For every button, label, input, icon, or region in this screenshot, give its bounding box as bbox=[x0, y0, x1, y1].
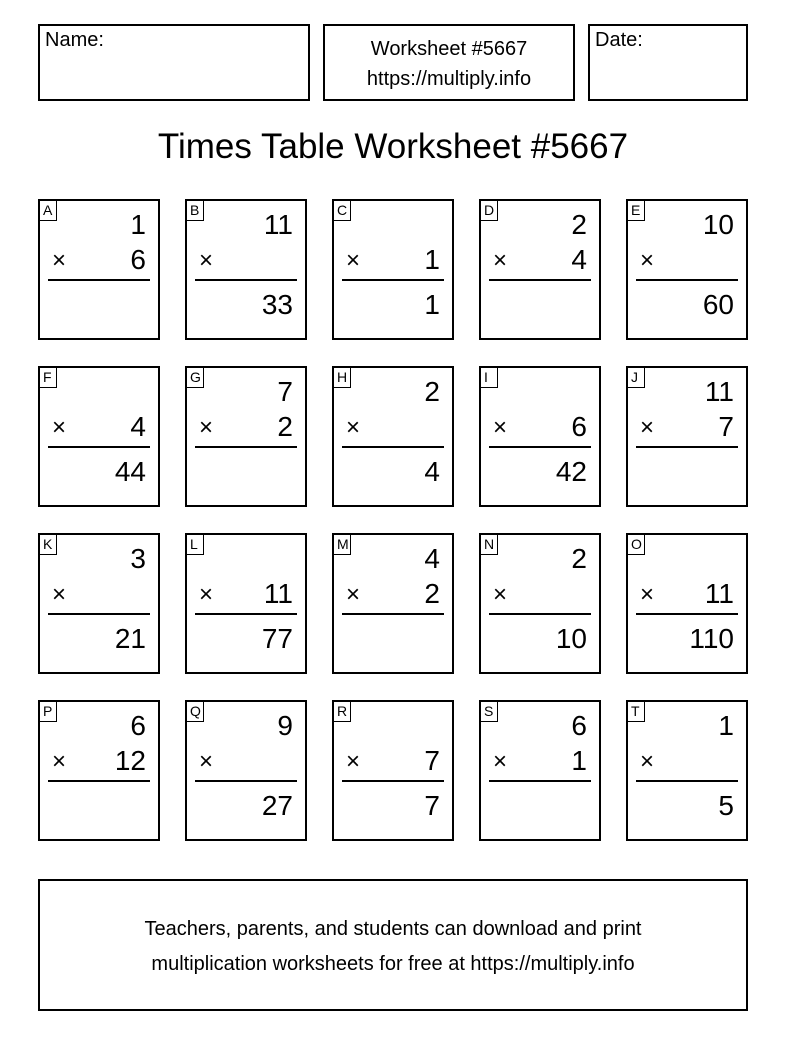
problem-label: R bbox=[333, 701, 351, 722]
problem-label: N bbox=[480, 534, 498, 555]
problem-n bbox=[479, 533, 601, 674]
problem-t bbox=[626, 700, 748, 841]
top-number: 11 bbox=[263, 209, 293, 240]
footer-box bbox=[38, 879, 748, 1011]
problem-label: L bbox=[186, 534, 204, 555]
problem-label: K bbox=[39, 534, 57, 555]
problem-label: A bbox=[39, 200, 57, 221]
site-url: https://multiply.info bbox=[366, 68, 532, 90]
answer-rule bbox=[489, 446, 591, 448]
top-number: 9 bbox=[277, 710, 293, 741]
problem-label: M bbox=[333, 534, 351, 555]
multiply-sign: × bbox=[346, 581, 361, 608]
top-number: 6 bbox=[571, 710, 587, 741]
answer-number: 1 bbox=[424, 289, 440, 320]
answer-rule bbox=[489, 780, 591, 782]
footer-line-2: multiplication worksheets for free at https://multiply.info bbox=[151, 953, 635, 975]
answer-number: 60 bbox=[702, 289, 734, 320]
problem-p bbox=[38, 700, 160, 841]
answer-number: 110 bbox=[689, 623, 734, 654]
answer-rule bbox=[489, 279, 591, 281]
bottom-number: 1 bbox=[424, 244, 440, 275]
problem-label: E bbox=[627, 200, 645, 221]
multiply-sign: × bbox=[52, 581, 67, 608]
problem-q bbox=[185, 700, 307, 841]
problem-h bbox=[332, 366, 454, 507]
problem-i bbox=[479, 366, 601, 507]
problem-e bbox=[626, 199, 748, 340]
top-number: 2 bbox=[571, 543, 587, 574]
bottom-number: 2 bbox=[424, 578, 440, 609]
multiply-sign: × bbox=[199, 748, 214, 775]
answer-number: 5 bbox=[718, 790, 734, 821]
worksheet-number: Worksheet #5667 bbox=[370, 38, 528, 60]
bottom-number: 11 bbox=[704, 578, 734, 609]
multiply-sign: × bbox=[493, 414, 508, 441]
problem-f bbox=[38, 366, 160, 507]
problem-b bbox=[185, 199, 307, 340]
answer-rule bbox=[195, 279, 297, 281]
multiply-sign: × bbox=[640, 414, 655, 441]
answer-rule bbox=[489, 613, 591, 615]
problem-label: O bbox=[627, 534, 645, 555]
answer-rule bbox=[342, 613, 444, 615]
date-label: Date: bbox=[595, 29, 643, 51]
multiply-sign: × bbox=[346, 414, 361, 441]
answer-rule bbox=[636, 446, 738, 448]
problem-label: H bbox=[333, 367, 351, 388]
answer-rule bbox=[636, 613, 738, 615]
multiply-sign: × bbox=[199, 581, 214, 608]
bottom-number: 7 bbox=[424, 745, 440, 776]
answer-number: 33 bbox=[261, 289, 293, 320]
answer-rule bbox=[195, 780, 297, 782]
answer-rule bbox=[48, 279, 150, 281]
answer-number: 44 bbox=[114, 456, 146, 487]
problem-r bbox=[332, 700, 454, 841]
bottom-number: 7 bbox=[718, 411, 734, 442]
top-number: 4 bbox=[424, 543, 440, 574]
answer-rule bbox=[48, 446, 150, 448]
multiply-sign: × bbox=[640, 748, 655, 775]
answer-number: 10 bbox=[555, 623, 587, 654]
answer-rule bbox=[636, 780, 738, 782]
bottom-number: 2 bbox=[277, 411, 293, 442]
problem-m bbox=[332, 533, 454, 674]
problem-label: F bbox=[39, 367, 57, 388]
problem-k bbox=[38, 533, 160, 674]
multiply-sign: × bbox=[52, 748, 67, 775]
answer-rule bbox=[636, 279, 738, 281]
answer-number: 27 bbox=[261, 790, 293, 821]
top-number: 6 bbox=[130, 710, 146, 741]
answer-rule bbox=[195, 446, 297, 448]
answer-number: 4 bbox=[424, 456, 440, 487]
answer-number: 77 bbox=[261, 623, 293, 654]
bottom-number: 4 bbox=[130, 411, 146, 442]
answer-rule bbox=[342, 780, 444, 782]
answer-rule bbox=[48, 780, 150, 782]
page-title: Times Table Worksheet #5667 bbox=[157, 127, 629, 166]
multiply-sign: × bbox=[199, 247, 214, 274]
problem-o bbox=[626, 533, 748, 674]
top-number: 3 bbox=[130, 543, 146, 574]
top-number: 11 bbox=[704, 376, 734, 407]
problem-label: G bbox=[186, 367, 204, 388]
bottom-number: 4 bbox=[571, 244, 587, 275]
footer-line-1: Teachers, parents, and students can download and print bbox=[144, 918, 642, 940]
problem-a bbox=[38, 199, 160, 340]
bottom-number: 12 bbox=[114, 745, 146, 776]
top-number: 2 bbox=[571, 209, 587, 240]
top-number: 10 bbox=[702, 209, 734, 240]
multiply-sign: × bbox=[346, 247, 361, 274]
problem-label: Q bbox=[186, 701, 204, 722]
problem-j bbox=[626, 366, 748, 507]
top-number: 1 bbox=[718, 710, 734, 741]
top-number: 7 bbox=[277, 376, 293, 407]
answer-rule bbox=[342, 446, 444, 448]
problem-label: C bbox=[333, 200, 351, 221]
problem-g bbox=[185, 366, 307, 507]
problem-d bbox=[479, 199, 601, 340]
bottom-number: 6 bbox=[571, 411, 587, 442]
problem-s bbox=[479, 700, 601, 841]
top-number: 1 bbox=[130, 209, 146, 240]
problem-label: J bbox=[627, 367, 645, 388]
multiply-sign: × bbox=[640, 247, 655, 274]
bottom-number: 1 bbox=[571, 745, 587, 776]
multiply-sign: × bbox=[346, 748, 361, 775]
problem-label: T bbox=[627, 701, 645, 722]
answer-rule bbox=[342, 279, 444, 281]
multiply-sign: × bbox=[52, 414, 67, 441]
bottom-number: 11 bbox=[263, 578, 293, 609]
multiply-sign: × bbox=[493, 247, 508, 274]
problem-c bbox=[332, 199, 454, 340]
top-number: 2 bbox=[424, 376, 440, 407]
answer-number: 7 bbox=[424, 790, 440, 821]
multiply-sign: × bbox=[640, 581, 655, 608]
problem-label: B bbox=[186, 200, 204, 221]
answer-rule bbox=[195, 613, 297, 615]
problem-label: P bbox=[39, 701, 57, 722]
answer-number: 42 bbox=[555, 456, 587, 487]
problem-l bbox=[185, 533, 307, 674]
bottom-number: 6 bbox=[130, 244, 146, 275]
multiply-sign: × bbox=[199, 414, 214, 441]
multiply-sign: × bbox=[52, 247, 67, 274]
multiply-sign: × bbox=[493, 581, 508, 608]
problem-label: D bbox=[480, 200, 498, 221]
problem-label: I bbox=[480, 367, 498, 388]
answer-rule bbox=[48, 613, 150, 615]
answer-number: 21 bbox=[114, 623, 146, 654]
name-label: Name: bbox=[45, 29, 104, 51]
multiply-sign: × bbox=[493, 748, 508, 775]
problem-label: S bbox=[480, 701, 498, 722]
